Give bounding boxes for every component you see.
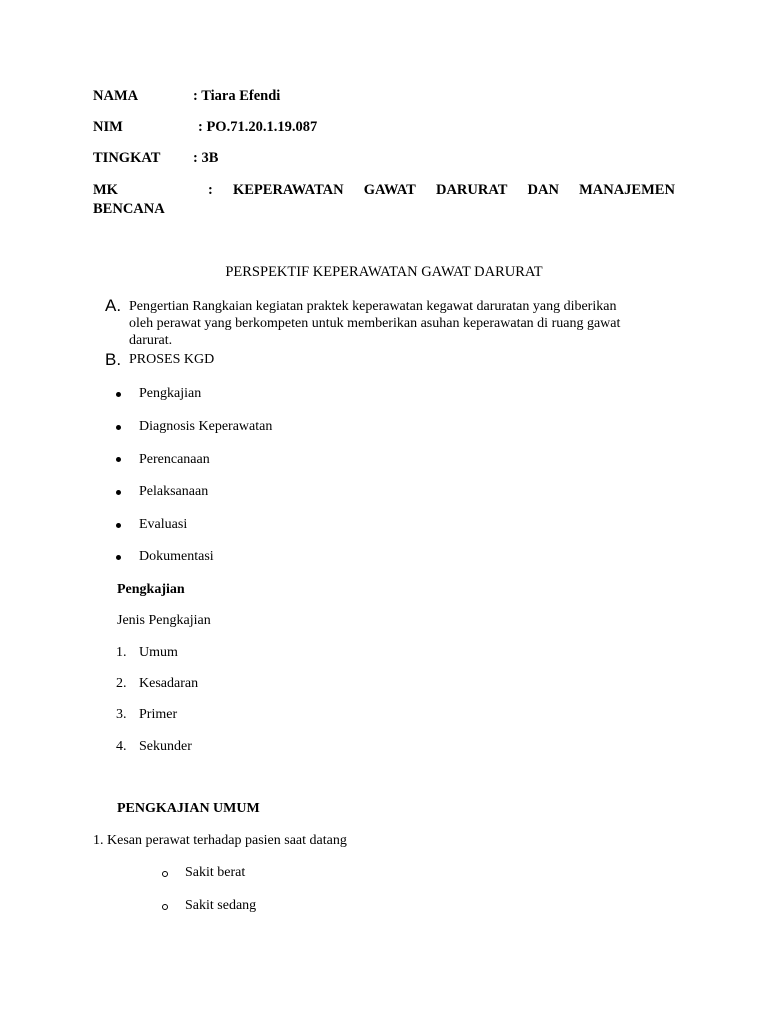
tingkat-label: TINGKAT bbox=[93, 150, 161, 166]
tingkat-value: : 3B bbox=[193, 150, 219, 166]
section-a-line bbox=[129, 332, 675, 349]
section-b-letter: B. bbox=[105, 350, 122, 369]
bullet-dot-icon bbox=[116, 555, 121, 560]
pengkajian-umum-heading: PENGKAJIAN UMUM bbox=[117, 801, 260, 816]
mk-word: DAN bbox=[527, 182, 559, 198]
list-item: Dokumentasi bbox=[139, 549, 214, 564]
mk-word: KEPERAWATAN bbox=[232, 182, 344, 198]
bullet-dot-icon bbox=[116, 425, 121, 430]
sub-list-item: Sakit berat bbox=[185, 865, 246, 880]
section-a-line-text: oleh perawat yang berkompeten untuk memberikan asuhan keperawatan di ruang gawat bbox=[129, 316, 621, 331]
section-a-line bbox=[129, 298, 675, 315]
numbered-item-number: 4. bbox=[116, 739, 127, 754]
bullet-dot-icon bbox=[116, 490, 121, 495]
numbered-item-text: Kesadaran bbox=[139, 676, 199, 691]
nama-label: NAMA bbox=[93, 88, 139, 104]
bullet-dot-icon bbox=[116, 523, 121, 528]
mk-word: GAWAT bbox=[363, 182, 416, 198]
mk-word: DARURAT bbox=[435, 182, 508, 198]
nama-value: : Tiara Efendi bbox=[193, 88, 281, 104]
list-item: Evaluasi bbox=[139, 517, 188, 532]
list-item: Pengkajian bbox=[139, 386, 202, 401]
section-a-paragraph bbox=[129, 298, 675, 349]
nim-label: NIM bbox=[93, 119, 123, 135]
numbered-item-text: Sekunder bbox=[139, 739, 192, 754]
section-a-letter: A. bbox=[105, 296, 122, 315]
mk-word: MANAJEMEN bbox=[579, 182, 675, 198]
numbered-item-text: Umum bbox=[139, 645, 178, 660]
nim-value: : PO.71.20.1.19.087 bbox=[198, 119, 318, 135]
numbered-item-number: 3. bbox=[116, 707, 127, 722]
numbered-item-number: 2. bbox=[116, 676, 127, 691]
numbered-item-text: Primer bbox=[139, 707, 178, 722]
bullet-circle-icon bbox=[162, 904, 168, 910]
list-item: Pelaksanaan bbox=[139, 484, 209, 499]
bullet-circle-icon bbox=[162, 871, 168, 877]
section-a-line bbox=[129, 315, 675, 332]
mk-value-continued: BENCANA bbox=[93, 201, 165, 217]
bullet-dot-icon bbox=[116, 392, 121, 397]
mk-word: : bbox=[208, 182, 213, 198]
list-item: Diagnosis Keperawatan bbox=[139, 419, 273, 434]
mk-value bbox=[208, 182, 675, 199]
sub-list-item: Sakit sedang bbox=[185, 898, 257, 913]
section-a-line-text: Pengertian Rangkaian kegiatan praktek keperawatan kegawat daruratan yang diberikan bbox=[129, 299, 617, 314]
numbered-item-number: 1. bbox=[116, 645, 127, 660]
mk-label: MK bbox=[93, 182, 118, 198]
pengkajian-subheading: Jenis Pengkajian bbox=[117, 613, 211, 628]
pengkajian-heading: Pengkajian bbox=[117, 582, 185, 597]
section-a-line-text: darurat. bbox=[129, 333, 173, 348]
pengkajian-umum-item: 1. Kesan perawat terhadap pasien saat datang bbox=[93, 833, 347, 848]
section-b-title: PROSES KGD bbox=[129, 352, 215, 367]
bullet-dot-icon bbox=[116, 457, 121, 462]
page-title: PERSPEKTIF KEPERAWATAN GAWAT DARURAT bbox=[225, 264, 543, 280]
list-item: Perencanaan bbox=[139, 452, 210, 467]
